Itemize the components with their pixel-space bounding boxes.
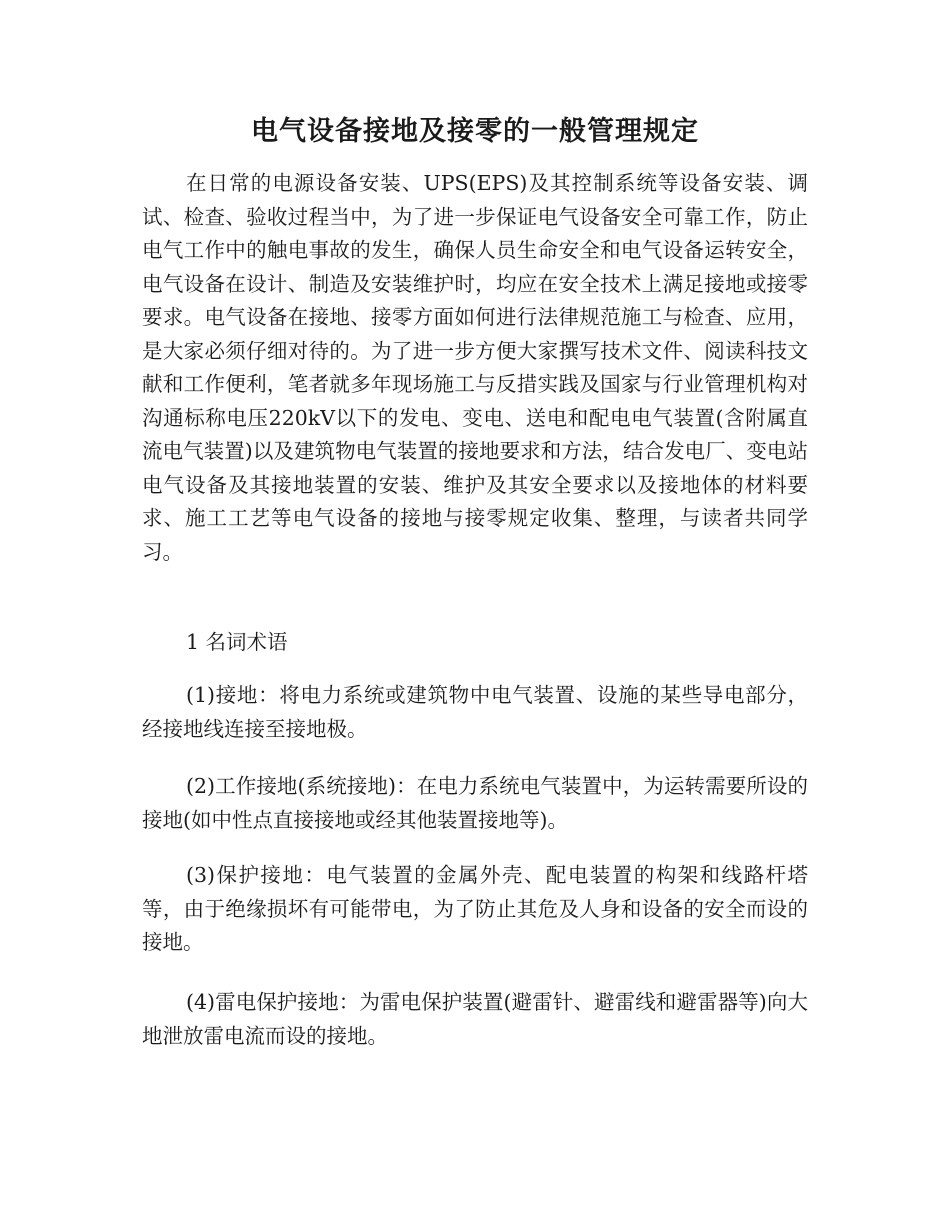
definition-paragraph: (3)保护接地：电气装置的金属外壳、配电装置的构架和线路杆塔等，由于绝缘损坏有可能带电，为了防止其危及人身和设备的安全而设的接地。 <box>142 863 808 954</box>
definition-paragraph: (4)雷电保护接地：为雷电保护装置(避雷针、避雷线和避雷器等)向大地泄放雷电流而设的接地。 <box>142 990 808 1048</box>
document-title: 电气设备接地及接零的一般管理规定 <box>251 116 699 147</box>
definition-paragraph: (1)接地：将电力系统或建筑物中电气装置、设施的某些导电部分，经接地线连接至接地极。 <box>142 683 808 741</box>
intro-paragraph: 在日常的电源设备安装、UPS(EPS)及其控制系统等设备安装、调试、检查、验收过程当中，为了进一步保证电气设备安全可靠工作，防止电气工作中的触电事故的发生，确保人员生命安全和电气设备运转安全，电气设备在设计、制造及安装维护时，均应在安全技术上满足接地或接零要求。电气设备在接地、接零方面如何进行法律规范施工与检查、应用，是大家必须仔细对待的。为了进一步方便大家撰写技术文件、阅读科技文献和工作便利，笔者就多年现场施工与反措实践及国家与行业管理机构对沟通标称电压220kV以下的发电、变电、送电和配电电气装置(含附属直流电气装置)以及建筑物电气装置的接地要求和方法，结合发电厂、变电站电气设备及其接地装置的安装、维护及其安全要求以及接地体的材料要求、施工工艺等电气设备的接地与接零规定收集、整理，与读者共同学习。 <box>142 171 808 564</box>
section-heading: 1 名词术语 <box>186 630 288 654</box>
definition-paragraph: (2)工作接地(系统接地)：在电力系统电气装置中，为运转需要所设的接地(如中性点直接接地或经其他装置接地等)。 <box>142 774 808 832</box>
